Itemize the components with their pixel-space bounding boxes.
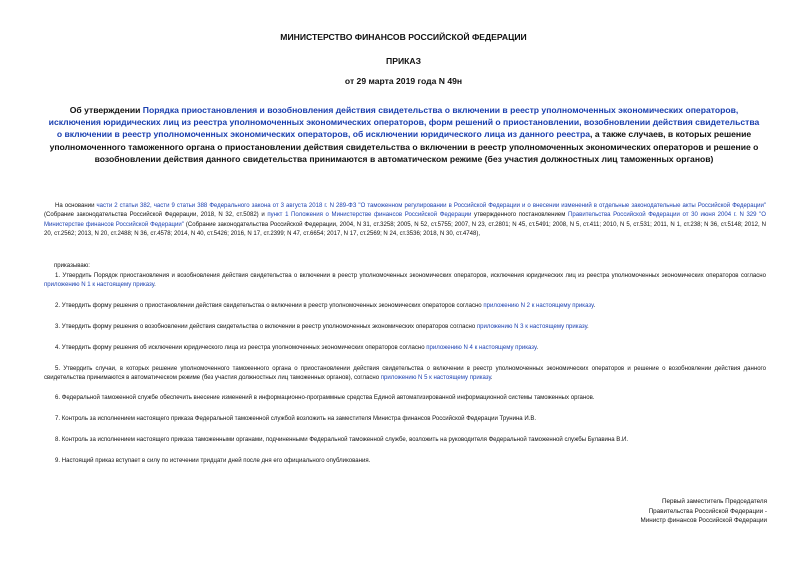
order-item-8: 8. Контроль за исполнением настоящего приказа таможенными органами, подчиненными Федеральной таможенной службе, возложить на руководителя Федеральной таможенной службы Булавина В.И. bbox=[55, 437, 629, 443]
ministry-heading: МИНИСТЕРСТВО ФИНАНСОВ РОССИЙСКОЙ ФЕДЕРАЦИИ bbox=[280, 32, 527, 42]
appendix-3-link[interactable]: приложению N 3 к настоящему приказу bbox=[476, 324, 587, 330]
item-2-end: . bbox=[593, 303, 596, 309]
signature-line-2: Правительства Российской Федерации - bbox=[648, 507, 767, 515]
order-item-2 bbox=[44, 302, 766, 311]
appendix-1-link[interactable]: приложению N 1 к настоящему приказу bbox=[44, 282, 155, 289]
order-item-6: 6. Федеральной таможенной службе обеспечить внесение изменений в информационно-программные средства Единой автоматизированной информационной системы таможенных органов. bbox=[55, 395, 595, 401]
appendix-2-link[interactable]: приложению N 2 к настоящему приказу bbox=[483, 303, 594, 309]
basis-link-regulation[interactable]: пункт 1 Положения о Министерстве финансов Российской Федерации bbox=[267, 212, 472, 219]
item-4-end: . bbox=[536, 345, 539, 351]
title-prefix: Об утверждении bbox=[69, 105, 143, 115]
item-3-end: . bbox=[587, 324, 589, 330]
item-1-end: . bbox=[154, 282, 156, 289]
order-item-1 bbox=[44, 272, 766, 291]
document-title bbox=[46, 104, 762, 165]
appendix-4-link[interactable]: приложению N 4 к настоящему приказу bbox=[426, 345, 537, 351]
date-number-heading: от 29 марта 2019 года N 49н bbox=[344, 76, 463, 86]
order-word: приказываю: bbox=[54, 263, 90, 269]
basis-text-2: (Собрание законодательства Российской Федерации, 2018, N 32, ст.5082) и bbox=[44, 212, 268, 219]
signature-block bbox=[641, 497, 768, 526]
item-5-end: . bbox=[490, 375, 493, 382]
document-type-heading: ПРИКАЗ bbox=[386, 56, 421, 66]
signature-line-1: Первый заместитель Председателя bbox=[661, 498, 767, 505]
basis-text-1: На основании bbox=[55, 203, 97, 209]
item-4-text: 4. Утвердить форму решения об исключении юридического лица из реестра уполномоченных экономических операторов согласно bbox=[55, 345, 427, 351]
legal-basis-paragraph bbox=[44, 202, 766, 240]
item-1-text: 1. Утвердить Порядок приостановления и возобновления действия свидетельства о включении в реестр уполномоченных экономических операторов, исключения юридических лиц из реестра уполномоченных экономических операторов согласно bbox=[55, 273, 766, 279]
order-item-7: 7. Контроль за исполнением настоящего приказа Федеральной таможенной службой возложить на заместителя Министра финансов Российской Федерации Трунина И.В. bbox=[55, 416, 537, 422]
item-3-text: 3. Утвердить форму решения о возобновлении действия свидетельства о включении в реестр уполномоченных экономических операторов согласно bbox=[55, 324, 477, 330]
order-item-4 bbox=[44, 344, 766, 353]
appendix-5-link[interactable]: приложению N 5 к настоящему приказу bbox=[380, 375, 491, 382]
title-link[interactable]: Порядка приостановления и возобновления действия свидетельства о включении в реестр уполномоченных экономических операторов, исключения юридических лиц из реестра уполномоченных экономических операторов, форм решений о приостановлении, возобновлении действия свидетельства о включении в реестр уполномоченных экономических операторов, об исключении юридического лица из данного реестра bbox=[48, 105, 760, 140]
item-2-text: 2. Утвердить форму решения о приостановлении действия свидетельства о включении в реестр уполномоченных экономических операторов согласно bbox=[55, 303, 484, 309]
signature-line-3: Министр финансов Российской Федерации bbox=[640, 517, 767, 525]
order-item-9: 9. Настоящий приказ вступает в силу по истечении тридцати дней после дня его официального опубликования. bbox=[55, 458, 371, 464]
item-5-text: 5. Утвердить случаи, в которых решение уполномоченного таможенного органа о приостановлении действия свидетельства о включении в реестр уполномоченных экономических операторов и решение о возобновлении действия данного свидетельства принимаются в автоматическом режиме (без участия должностных лиц таможенных органов), согласно bbox=[44, 366, 766, 382]
basis-link-government-decree[interactable]: Правительства Российской Федерации от 30 июня 2004 г. N 329 "О Министерстве финансов Российской Федерации" bbox=[44, 212, 767, 228]
order-item-5 bbox=[44, 365, 766, 384]
basis-text-4: (Собрание законодательства Российской Федерации, 2004, N 31, ст.3258; 2005, N 52, ст.5755; 2007, N 23, ст.2801; N 45, ст.5491; 2008, N 5, ст.411; 2010, N 5, ст.531; 2011, N 1, ст.238; N 36, ст.5148; 2012, N 20, ст.2562; 2013, N 20, ст.2488; N 36, ст.4578; 2014, N 40, ст.5426; 2016, N 17, ст.2399; N 47, ст.6654; 2017, N 17, ст.2569; N 24, ст.3536; 2018, N 30, ст.4748), bbox=[44, 221, 766, 238]
title-suffix: , а также случаев, в которых решение уполномоченного таможенного органа о приостановлении действия свидетельства о включении в реестр уполномоченных экономических операторов и решение о возобновлении действия данного свидетельства принимаются в автоматическом режиме (без участия должностных лиц таможенных органов) bbox=[49, 129, 759, 164]
basis-link-federal-law[interactable]: части 2 статьи 382, части 9 статьи 388 Федерального закона от 3 августа 2018 г. N 289-ФЗ "О таможенном регулировании в Российской Федерации и о внесении изменений в отдельные законодательные акты Российской Федерации" bbox=[96, 203, 766, 209]
order-item-3 bbox=[44, 323, 766, 332]
basis-text-3: утвержденного постановлением bbox=[471, 212, 569, 219]
